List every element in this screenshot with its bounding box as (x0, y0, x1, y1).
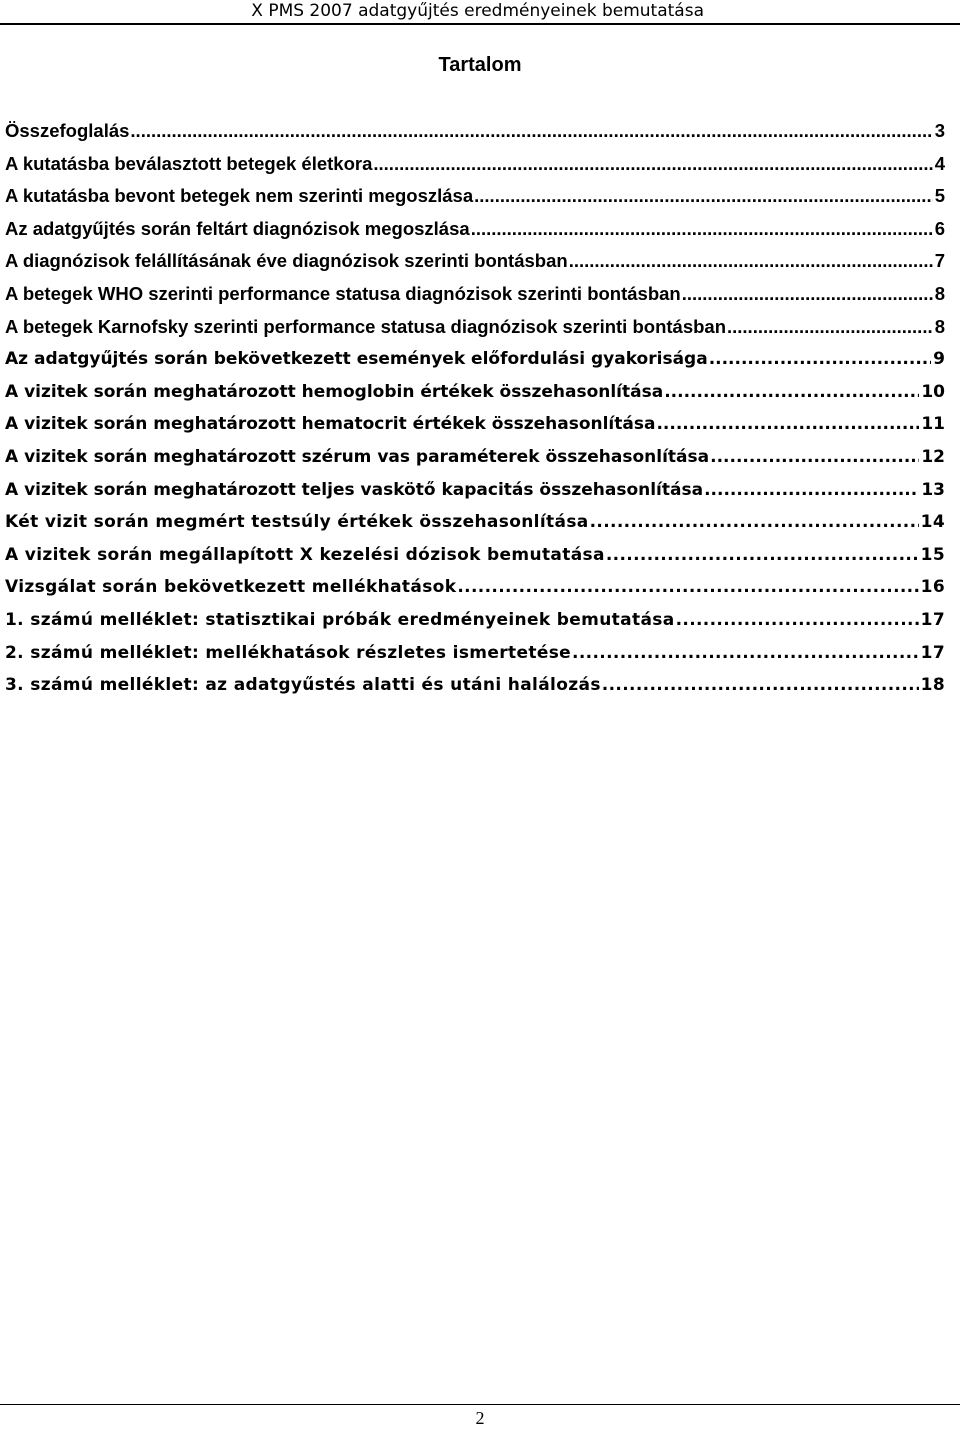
toc-entry-label: A betegek WHO szerinti performance statusa diagnózisok szerinti bontásban (5, 282, 681, 304)
toc-dot-leader (602, 669, 919, 702)
toc-entry-label: A vizitek során meghatározott hematocrit értékek összehasonlítása (5, 414, 656, 435)
toc-dot-leader (130, 115, 932, 148)
toc-entry-page: 9 (933, 349, 945, 370)
toc-dot-leader (590, 506, 919, 539)
toc-entry-label: A kutatásba bevont betegek nem szerinti megoszlása (5, 185, 474, 207)
toc-entry-page: 5 (934, 185, 945, 207)
toc-entry-page: 7 (934, 250, 945, 272)
toc-entry-page: 6 (934, 217, 945, 239)
toc-entry-label: A vizitek során meghatározott hemoglobin értékek összehasonlítása (5, 381, 664, 402)
toc-entry-event-frequency[interactable] (5, 343, 945, 376)
table-of-contents (5, 115, 945, 702)
toc-entry-label: Vizsgálat során bekövetkezett mellékhatások (5, 577, 457, 598)
toc-entry-label: Az adatgyűjtés során bekövetkezett események előfordulási gyakorisága (5, 349, 708, 370)
toc-entry-label: Összefoglalás (5, 120, 130, 141)
toc-entry-label: A diagnózisok felállításának éve diagnózisok szerinti bontásban (5, 250, 568, 272)
page-number: 2 (475, 1408, 485, 1428)
toc-entry-iron-binding[interactable] (5, 474, 945, 507)
toc-dot-leader (682, 278, 933, 311)
toc-dot-leader (569, 245, 933, 278)
toc-dot-leader (710, 441, 919, 474)
toc-entry-page: 17 (920, 642, 945, 663)
toc-title: Tartalom (438, 54, 522, 76)
toc-entry-age[interactable] (5, 148, 945, 181)
toc-entry-page: 11 (921, 414, 945, 435)
toc-entry-appendix-1[interactable] (5, 604, 945, 637)
toc-entry-page: 14 (920, 512, 945, 533)
toc-entry-appendix-3[interactable] (5, 669, 945, 702)
toc-entry-appendix-2[interactable] (5, 637, 945, 670)
toc-entry-page: 4 (934, 152, 945, 174)
toc-entry-page: 15 (920, 544, 945, 565)
toc-entry-label: A betegek Karnofsky szerinti performance statusa diagnózisok szerinti bontásban (5, 315, 726, 337)
toc-dot-leader (656, 408, 919, 441)
toc-dot-leader (709, 343, 931, 376)
toc-entry-karnofsky-status[interactable] (5, 311, 945, 344)
toc-entry-page: 17 (920, 609, 945, 630)
toc-entry-page: 13 (921, 479, 945, 500)
toc-dot-leader (664, 376, 919, 409)
toc-entry-sex[interactable] (5, 180, 945, 213)
toc-entry-diagnoses[interactable] (5, 213, 945, 246)
toc-entry-page: 16 (920, 577, 945, 598)
toc-dot-leader (727, 311, 933, 344)
toc-entry-label: Az adatgyűjtés során feltárt diagnózisok megoszlása (5, 217, 470, 239)
toc-entry-label: A vizitek során meghatározott teljes vaskötő kapacitás összehasonlítása (5, 479, 704, 500)
toc-entry-page: 18 (920, 675, 945, 696)
running-title: X PMS 2007 adatgyűjtés eredményeinek bemutatása (251, 1, 704, 21)
toc-entry-label: 2. számú melléklet: mellékhatások részletes ismertetése (5, 642, 572, 663)
toc-dot-leader (471, 213, 933, 246)
toc-dot-leader (457, 571, 918, 604)
toc-entry-diagnosis-year[interactable] (5, 245, 945, 278)
toc-entry-label: A vizitek során megállapított X kezelési dózisok bemutatása (5, 544, 605, 565)
footer-rule (0, 1404, 960, 1405)
toc-dot-leader (676, 604, 919, 637)
toc-entry-label: A kutatásba beválasztott betegek életkora (5, 152, 373, 174)
toc-dot-leader (474, 180, 933, 213)
toc-entry-page: 3 (934, 120, 945, 141)
toc-entry-label: 3. számú melléklet: az adatgyűstés alatti és utáni halálozás (5, 675, 601, 696)
toc-entry-page: 8 (934, 282, 945, 304)
toc-entry-dosing[interactable] (5, 539, 945, 572)
toc-dot-leader (606, 539, 919, 572)
toc-entry-page: 12 (921, 446, 945, 467)
toc-entry-label: Két vizit során megmért testsúly értékek összehasonlítása (5, 512, 589, 533)
running-header (0, 0, 960, 24)
toc-dot-leader (704, 474, 919, 507)
toc-dot-leader (572, 637, 919, 670)
toc-entry-page: 8 (934, 315, 945, 337)
toc-entry-summary[interactable] (5, 115, 945, 148)
header-rule (0, 23, 960, 25)
toc-entry-label: A vizitek során meghatározott szérum vas paraméterek összehasonlítása (5, 446, 710, 467)
toc-entry-side-effects[interactable] (5, 571, 945, 604)
toc-entry-hematocrit[interactable] (5, 408, 945, 441)
toc-dot-leader (373, 148, 932, 181)
toc-entry-hemoglobin[interactable] (5, 376, 945, 409)
toc-entry-body-weight[interactable] (5, 506, 945, 539)
toc-entry-who-status[interactable] (5, 278, 945, 311)
toc-entry-label: 1. számú melléklet: statisztikai próbák eredményeinek bemutatása (5, 609, 675, 630)
toc-entry-serum-iron[interactable] (5, 441, 945, 474)
toc-entry-page: 10 (921, 381, 945, 402)
